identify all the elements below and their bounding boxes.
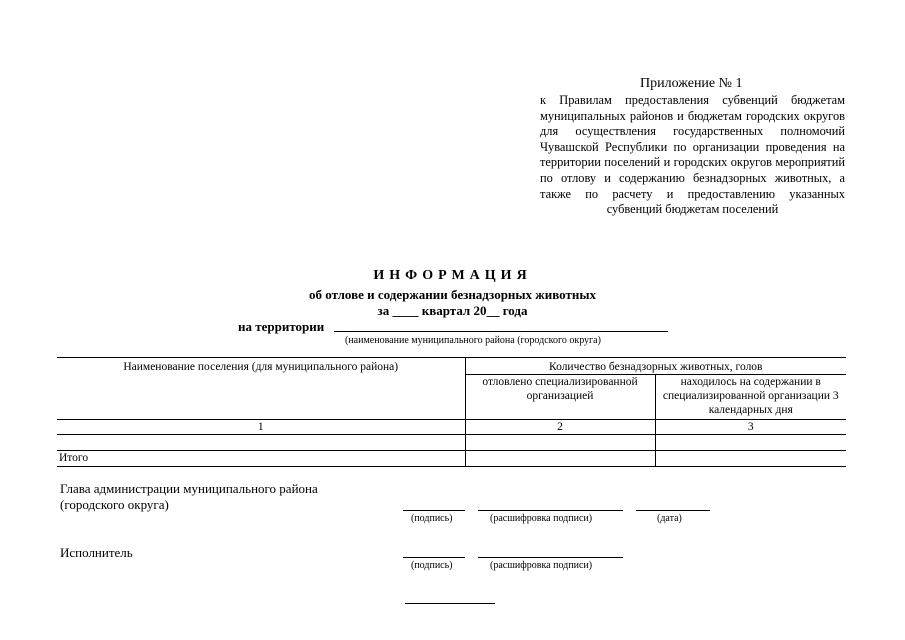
executor-signature-line[interactable]: [403, 557, 465, 558]
table-header-row: [57, 358, 846, 375]
group-header: Количество безнадзорных животных, голов: [465, 358, 846, 375]
col1-header: Наименование поселения (для муниципального района): [57, 358, 465, 420]
col-number-2: 2: [465, 420, 655, 435]
total-kept-cell[interactable]: [655, 451, 846, 467]
table-row: [57, 435, 846, 451]
head-date-line[interactable]: [636, 510, 710, 511]
document-title: ИНФОРМАЦИЯ: [373, 268, 532, 283]
territory-input-line[interactable]: [334, 331, 668, 332]
extra-blank-line[interactable]: [405, 603, 495, 604]
total-row: [57, 451, 846, 467]
head-date-hint: (дата): [657, 513, 682, 524]
appendix-body: к Правилам предоставления субвенций бюджетам муниципальных районов и бюджетам городских округов для осуществления государственных полномочий Чувашской Республики по организации проведения на территории поселений и городских округов мероприятий по отлову и содержанию безнадзорных животных, а также по расчету и предоставлению указанных субвенций бюджетам поселений: [540, 93, 845, 217]
executor-label: Исполнитель: [60, 545, 133, 560]
head-label-line2: (городского округа): [60, 497, 169, 512]
territory-label: на территории: [238, 319, 325, 334]
head-decode-line[interactable]: [478, 510, 623, 511]
settlement-cell[interactable]: [57, 435, 465, 451]
report-period: за ____ квартал 20__ года: [377, 303, 528, 318]
caught-cell[interactable]: [465, 435, 655, 451]
total-caught-cell[interactable]: [465, 451, 655, 467]
col3-header: находилось на содержании в специализированной организации 3 календарных дня: [655, 375, 846, 420]
territory-hint: (наименование муниципального района (городского округа): [345, 335, 601, 346]
col-number-3: 3: [655, 420, 846, 435]
executor-signature-hint: (подпись): [411, 560, 453, 571]
document-subtitle: об отлове и содержании безнадзорных животных: [308, 287, 597, 302]
head-decode-hint: (расшифровка подписи): [490, 513, 593, 524]
head-signature-hint: (подпись): [411, 513, 453, 524]
kept-cell[interactable]: [655, 435, 846, 451]
head-label-line1: Глава администрации муниципального района: [60, 481, 318, 496]
total-label: Итого: [57, 451, 465, 467]
column-numbers-row: [57, 420, 846, 435]
executor-decode-hint: (расшифровка подписи): [490, 560, 593, 571]
animals-table: [57, 357, 846, 467]
executor-decode-line[interactable]: [478, 557, 623, 558]
appendix-title: Приложение № 1: [640, 76, 743, 91]
head-signature-line[interactable]: [403, 510, 465, 511]
col2-header: отловлено специализированной организацией: [465, 375, 655, 420]
col-number-1: 1: [57, 420, 465, 435]
